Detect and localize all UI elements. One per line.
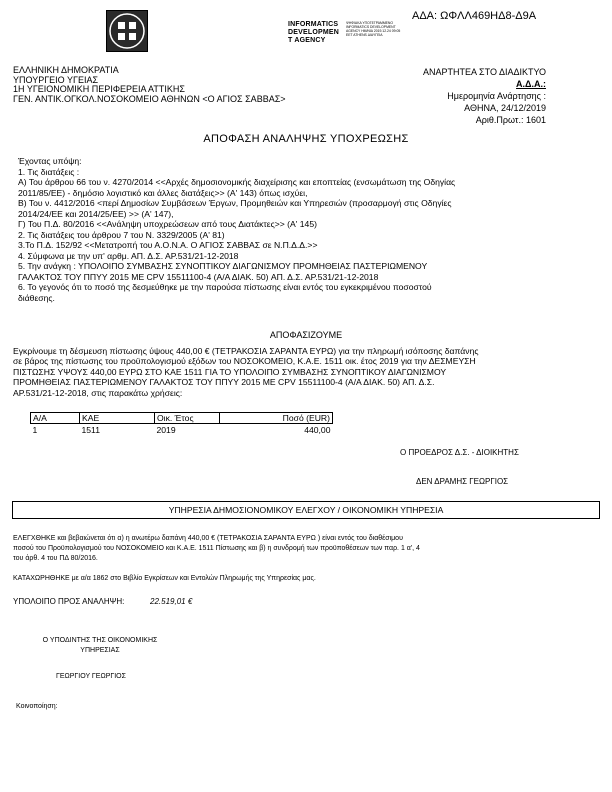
audit-text: ΕΛΕΓΧΘΗΚΕ και βεβαιώνεται ότι α) η ανωτέρω δαπάνη 440,00 € (ΤΕΤΡΑΚΟΣΙΑ ΣΑΡΑΝΤΑ ΕΥΡΩ ) είναι εντός του διαθέσιμου ποσού του Προϋπολογισμού του ΝΟΣΟΚΟΜΕΙΟ και Κ.Α.Ε. 1511 Πίστωσης και β) η συνδρομή των προϋποθέσεων των παρ. 1 α', 4 του άρθ. 4 του ΠΔ 80/2016. <box>13 535 420 562</box>
digital-signature-stamp: ΨΗΦΙΑΚΑ ΥΠΟΓΕΓΡΑΜΜΕΝΟ INFORMATICS DEVELOPMENT AGENCY ΗΜ/ΝΙΑ 2019.12.24 09:05 EET ATHENS ΔΙΑΥΓΕΙΑ <box>346 21 401 37</box>
table-row: 1 1511 2019 440,00 <box>32 425 331 435</box>
greek-emblem-icon <box>106 10 148 52</box>
col-year: Οικ. Έτος <box>155 413 220 424</box>
col-kae: ΚΑΕ <box>80 413 155 424</box>
notification-label: Κοινοποίηση: <box>16 703 58 710</box>
col-aa: Α/Α <box>31 413 80 424</box>
commitment-table <box>30 412 333 435</box>
remaining-label: ΥΠΟΛΟΙΠΟ ΠΡΟΣ ΑΝΑΛΗΨΗ: <box>13 597 125 606</box>
col-amount: Ποσό (EUR) <box>220 413 333 424</box>
agency-logo-text: INFORMATICS DEVELOPMEN T AGENCY <box>288 21 340 44</box>
document-title: ΑΠΟΦΑΣΗ ΑΝΑΛΗΨΗΣ ΥΠΟΧΡΕΩΣΗΣ <box>203 133 409 145</box>
ada-code: ΑΔΑ: ΩΦΛΛ469ΗΔ8-Δ9Α <box>412 10 537 22</box>
decision-text: Εγκρίνουμε τη δέσμευση πίστωσης ύψους 440,00 € (ΤΕΤΡΑΚΟΣΙΑ ΣΑΡΑΝΤΑ ΕΥΡΩ) για την πληρωμή ισόποσης δαπάνης σε βάρος της πίστωσης του προϋπολογισμού εξόδων του ΝΟΣΟΚΟΜΕΙΟ, Κ.Α.Ε. 1511 οικ. έτος 2019 για την ΔΕΣΜΕΥΣΗ ΠΙΣΤΩΣΗΣ ΥΨΟΥΣ 440,00 ΕΥΡΩ ΣΤΟ ΚΑΕ 1511 ΓΙΑ ΤΟ ΥΠΟΛΟΙΠΟ ΣΥΜΒΑΣΗΣ ΣΥΝΟΠΤΙΚΟΥ ΔΙΑΓΩΝΙΣΜΟΥ ΠΡΟΜΗΘΕΙΑΣ ΠΑΣΤΕΡΙΩΜΕΝΟΥ ΓΑΛΑΚΤΟΣ ΤΟΥ ΠΠΥΥ 2015 ΜΕ CPV 15511100-4 (Α/Α ΔΙΑΚ. 50) ΑΠ. Δ.Σ. ΑΡ.531/21-12-2018, στις παρακάτω χρήσεις: <box>13 346 479 398</box>
decision-heading: ΑΠΟΦΑΣΙΖΟΥΜΕ <box>269 330 343 340</box>
finance-name: ΓΕΩΡΓΙΟΥ ΓΕΩΡΓΙΟΣ <box>56 673 126 680</box>
considerations: Έχοντας υπόψη: 1. Τις διατάξεις : Α) Του άρθρου 66 του ν. 4270/2014 <<Αρχές δημοσιονομικής διαχείρισης και εποπτείας (ενσωμάτωση της Οδηγίας 2011/85/ΕΕ) - δημόσιο λογιστικό και άλλες διατάξεις>> (Α' 143) όπως ισχύει, Β) Του ν. 4412/2016 <περί Δημοσίων Συμβάσεων Έργων, Προμηθειών και Υπηρεσιών (προσαρμογή στις Οδηγίες 2014/24/ΕΕ και 2014/25/ΕΕ) >> (Α' 147), Γ) Του Π.Δ. 80/2016 <<Ανάληψη υποχρεώσεων από τους Διατάκτες>> (Α' 145) 2. Τις διατάξεις του άρθρου 7 του Ν. 3329/2005 (Α' 81) 3.Το Π.Δ. 152/92 <<Μετατροπή του Α.Ο.Ν.Α. Ο ΑΓΙΟΣ ΣΑΒΒΑΣ σε Ν.Π.Δ.Δ.>> 4. Σύμφωνα με την υπ' αρθμ. ΑΠ. Δ.Σ. ΑΡ.531/21-12-2018 5. Την ανάγκη : ΥΠΟΛΟΙΠΟ ΣΥΜΒΑΣΗΣ ΣΥΝΟΠΤΙΚΟΥ ΔΙΑΓΩΝΙΣΜΟΥ ΠΡΟΜΗΘΕΙΑΣ ΠΑΣΤΕΡΙΩΜΕΝΟΥ ΓΑΛΑΚΤΟΣ ΤΟΥ ΠΠΥΥ 2015 ΜΕ CPV 15511100-4 (Α/Α ΔΙΑΚ. 50) ΑΠ. Δ.Σ. ΑΡ.531/21-12-2018 6. Το γεγονός ότι το ποσό της δεσμεύθηκε με την παρούσα πίστωσης είναι εντός του εγκεκριμένου ποσοστού διάθεσης. <box>18 156 456 303</box>
registration-text: ΚΑΤΑΧΩΡΗΘΗΚΕ με α/α 1862 στο Βιβλίο Εγκρίσεων και Εντολών Πληρωμής της Υπηρεσίας μας. <box>13 575 316 582</box>
president-name: ΔΕΝ ΔΡΑΜΗΣ ΓΕΩΡΓΙΟΣ <box>416 477 509 486</box>
posting-info-block: ΑΝΑΡΤΗΤΕΑ ΣΤΟ ΔΙΑΔΙΚΤΥΟ Α.Δ.Α.: Ημερομηνία Ανάρτησης : ΑΘΗΝΑ, 24/12/2019 Αριθ.Πρωτ.: 1601 <box>423 67 546 125</box>
issuer-block: ΕΛΛΗΝΙΚΗ ΔΗΜΟΚΡΑΤΙΑ ΥΠΟΥΡΓΕΙΟ ΥΓΕΙΑΣ 1Η ΥΓΕΙΟΝΟΜΙΚΗ ΠΕΡΙΦΕΡΕΙΑ ΑΤΤΙΚΗΣ ΓΕΝ. ΑΝΤΙΚ.ΟΓΚΟΛ.ΝΟΣΟΚΟΜΕΙΟ ΑΘΗΝΩΝ <Ο ΑΓΙΟΣ ΣΑΒΒΑΣ> <box>13 65 286 104</box>
remaining-value: 22.519,01 € <box>150 597 193 606</box>
president-title: Ο ΠΡΟΕΔΡΟΣ Δ.Σ. - ΔΙΟΙΚΗΤΗΣ <box>400 448 519 457</box>
finance-title: Ο ΥΠΟΔΙΝΤΗΣ ΤΗΣ ΟΙΚΟΝΟΜΙΚΗΣ ΥΠΗΡΕΣΙΑΣ <box>42 637 158 654</box>
service-box: ΥΠΗΡΕΣΙΑ ΔΗΜΟΣΙΟΝΟΜΙΚΟΥ ΕΛΕΓΧΟΥ / ΟΙΚΟΝΟΜΙΚΗ ΥΠΗΡΕΣΙΑ <box>12 501 600 519</box>
